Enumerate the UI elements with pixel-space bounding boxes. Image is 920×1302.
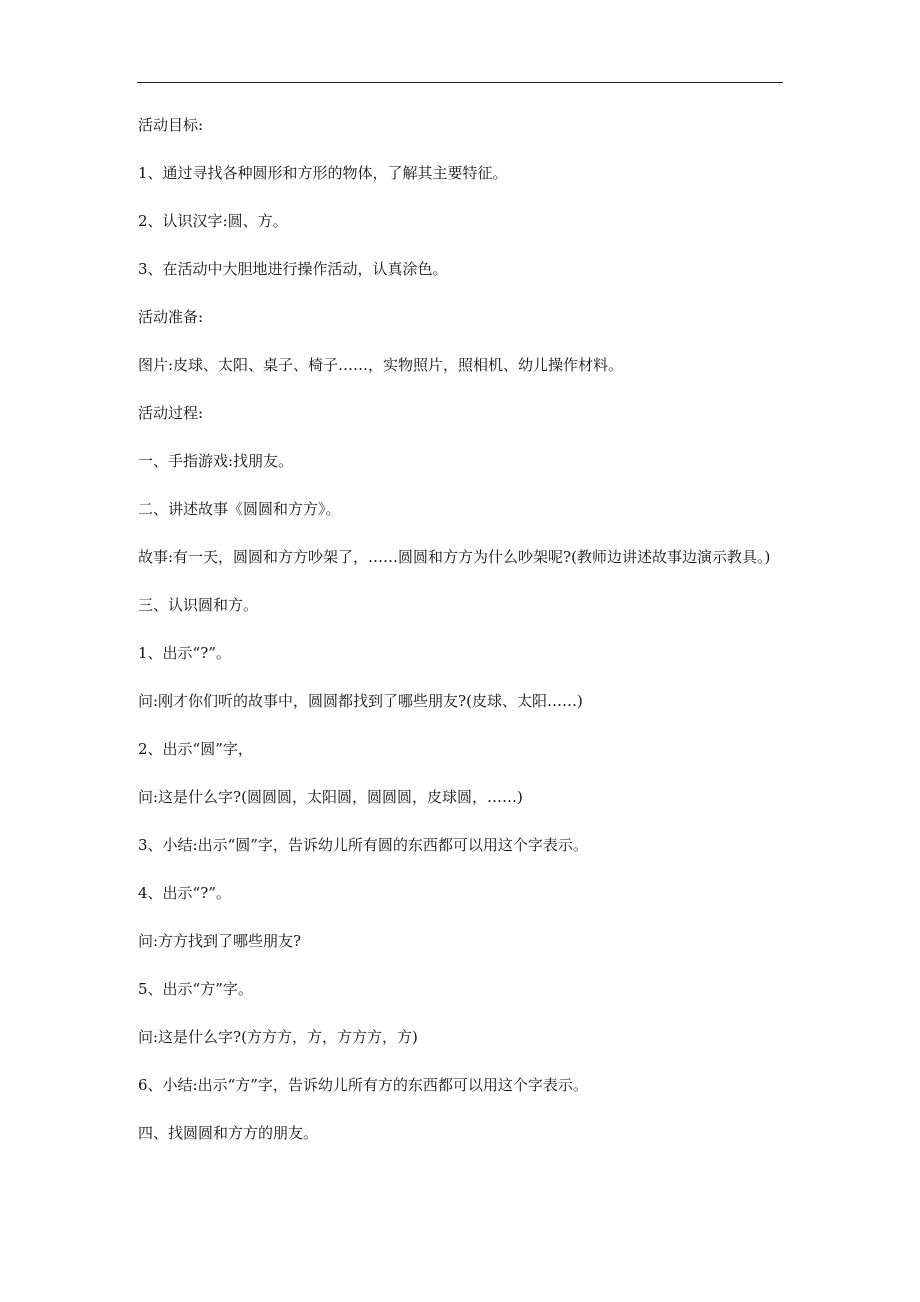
section-heading-process: 活动过程: <box>138 404 204 422</box>
goal-item-1: 1、通过寻找各种圆形和方形的物体，了解其主要特征。 <box>138 164 508 182</box>
step-3-item-4: 4、出示“?”。 <box>138 884 231 902</box>
step-3-item-6: 6、小结:出示“方”字，告诉幼儿所有方的东西都可以用这个字表示。 <box>138 1076 588 1094</box>
header-rule <box>137 82 783 83</box>
process-step-4: 四、找圆圆和方方的朋友。 <box>138 1124 319 1142</box>
question-1: 问:刚才你们听的故事中，圆圆都找到了哪些朋友?(皮球、太阳……) <box>138 692 583 710</box>
question-3: 问:方方找到了哪些朋友? <box>138 932 302 950</box>
document-body <box>138 112 784 1168</box>
preparation-text: 图片:皮球、太阳、桌子、椅子……，实物照片，照相机、幼儿操作材料。 <box>138 356 624 374</box>
process-step-1: 一、手指游戏:找朋友。 <box>138 452 294 470</box>
process-step-2: 二、讲述故事《圆圆和方方》。 <box>138 500 341 518</box>
question-2: 问:这是什么字?(圆圆圆，太阳圆，圆圆圆，皮球圆，……) <box>138 788 523 806</box>
goal-item-2: 2、认识汉字:圆、方。 <box>138 212 288 230</box>
section-heading-preparation: 活动准备: <box>138 308 204 326</box>
question-4: 问:这是什么字?(方方方，方，方方方，方) <box>138 1028 418 1046</box>
process-step-3: 三、认识圆和方。 <box>138 596 259 614</box>
step-3-item-5: 5、出示“方”字。 <box>138 980 253 998</box>
step-3-item-3: 3、小结:出示“圆”字，告诉幼儿所有圆的东西都可以用这个字表示。 <box>138 836 588 854</box>
story-text: 故事:有一天，圆圆和方方吵架了，……圆圆和方方为什么吵架呢?(教师边讲述故事边演示教具。) <box>138 548 771 566</box>
goal-item-3: 3、在活动中大胆地进行操作活动，认真涂色。 <box>138 260 448 278</box>
step-3-item-1: 1、出示“?”。 <box>138 644 231 662</box>
step-3-item-2: 2、出示“圆”字， <box>138 740 253 758</box>
section-heading-goals: 活动目标: <box>138 116 204 134</box>
